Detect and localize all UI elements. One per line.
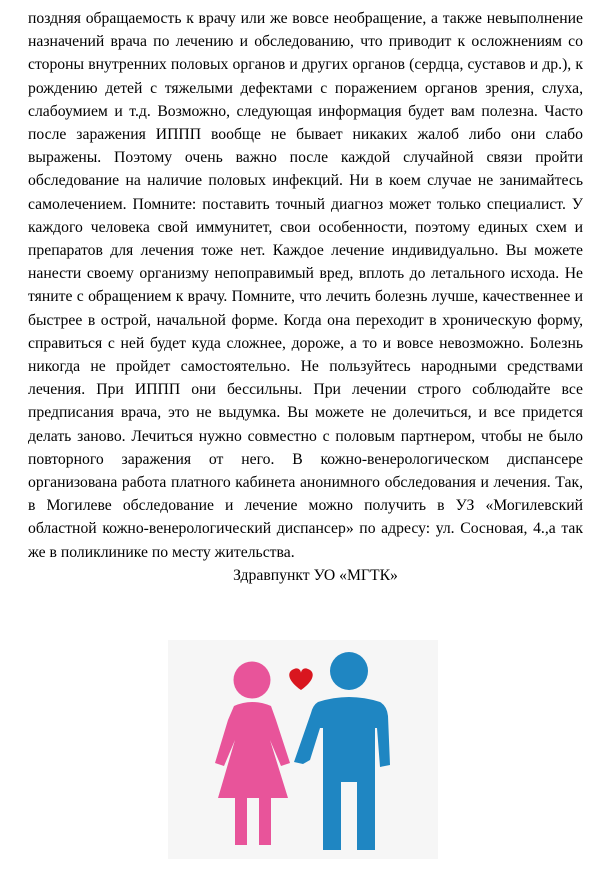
signature: Здравпункт УО «МГТК»	[233, 566, 398, 584]
couple-illustration	[168, 640, 438, 859]
man-head	[330, 652, 368, 690]
woman-dress	[215, 702, 290, 845]
woman-figure	[215, 662, 290, 846]
couple-with-heart-icon	[168, 640, 438, 859]
body-text: поздняя обращаемость к врачу или же вовсе необращение, а также невыполнение назначений врача по лечению и обследованию, что приводит к осложнениям со стороны внутренних половых органов и других органов (сердца, суставов и др.), к рождению детей с тяжелыми дефектами с поражением органов зрения, слуха, слабоумием и т.д. Возможно, следующая информация будет вам полезна. Часто после заражения ИППП вообще не бывает никаких жалоб либо они слабо выражены. Поэтому очень важно после каждой случайной связи пройти обследование на наличие половых инфекций. Ни в коем случае не занимайтесь самолечением. Помните: поставить точный диагноз может только специалист. У каждого человека свой иммунитет, свои особенности, поэтому единых схем и препаратов для лечения тоже нет. Каждое лечение индивидуально. Вы можете нанести своему организму непоправимый вред, вплоть до летального исхода. Не тяните с обращением к врачу. Помните, что лечить болезнь лучше, качественнее и быстрее в острой, начальной форме. Когда она переходит в хроническую форму, справиться с ней будет куда сложнее, дороже, а то и вовсе невозможно. Болезнь никогда не пройдет самостоятельно. Не пользуйтесь народными средствами лечения. При ИППП они бессильны. При лечении строго соблюдайте все предписания врача, это не выдумка. Вы можете не долечиться, и все придется делать заново. Лечиться нужно совместно с половым партнером, чтобы не было повторного заражения от него. В кожно-венерологическом диспансере организована работа платного кабинета анонимного обследования и лечения. Так, в Могилеве обследование и лечение можно получить в УЗ «Могилевский областной кожно-венерологический диспансер» по адресу: ул. Сосновая, 4.,а так же в поликлинике по месту жительства.	[28, 10, 583, 561]
man-body	[294, 697, 390, 850]
heart-icon	[289, 668, 312, 690]
woman-head	[234, 662, 271, 699]
document-page	[28, 7, 583, 587]
